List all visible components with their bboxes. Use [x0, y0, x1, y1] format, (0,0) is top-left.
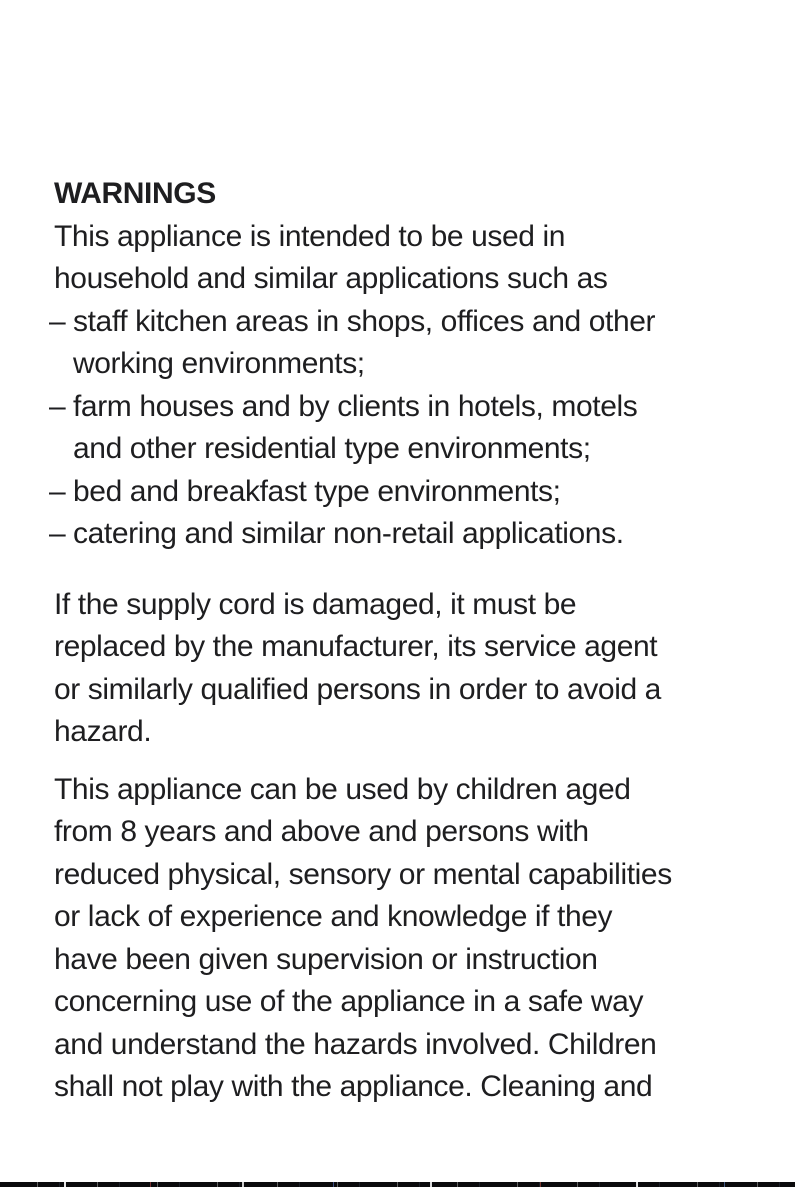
list-item	[49, 513, 740, 556]
paragraph-line: reduced physical, sensory or mental capabilities	[54, 857, 672, 891]
paragraph-line: If the supply cord is damaged, it must be	[54, 587, 577, 621]
paragraph-line: have been given supervision or instruction	[54, 942, 598, 976]
scan-edge-artifact	[0, 1182, 795, 1187]
list-item	[49, 386, 740, 471]
list-item	[49, 301, 740, 386]
paragraph-line: shall not play with the appliance. Cleaning and	[54, 1070, 653, 1103]
list-item-line: working environments;	[73, 347, 365, 380]
applications-list	[49, 301, 740, 556]
paragraph-line: This appliance can be used by children aged	[54, 772, 631, 806]
manual-page-text	[49, 173, 740, 1109]
paragraph-line: concerning use of the appliance in a safe way	[54, 985, 644, 1018]
list-item	[49, 471, 740, 514]
list-item-line: and other residential type environments;	[73, 432, 591, 465]
list-dash: –	[49, 474, 66, 508]
intro-line: This appliance is intended to be used in	[54, 219, 566, 253]
intro-paragraph	[54, 216, 740, 301]
children-use-paragraph	[54, 769, 740, 1109]
list-dash: –	[49, 389, 66, 423]
paragraph-line: or similarly qualified persons in order to avoid a	[54, 672, 661, 706]
list-item-line: bed and breakfast type environments;	[73, 474, 561, 508]
intro-line: household and similar applications such as	[54, 262, 608, 295]
warnings-heading: WARNINGS	[54, 177, 216, 210]
list-item-line: catering and similar non-retail applications.	[73, 517, 624, 550]
paragraph-line: and understand the hazards involved. Children	[54, 1027, 657, 1061]
paragraph-line: replaced by the manufacturer, its service agent	[54, 630, 658, 663]
supply-cord-paragraph	[54, 584, 740, 754]
list-item-line: staff kitchen areas in shops, offices and other	[73, 304, 656, 338]
paragraph-line: from 8 years and above and persons with	[54, 815, 589, 848]
list-dash: –	[49, 517, 66, 550]
paragraph-line: or lack of experience and knowledge if they	[54, 900, 613, 933]
list-item-line: farm houses and by clients in hotels, motels	[73, 389, 638, 423]
paragraph-line: hazard.	[54, 715, 152, 748]
list-dash: –	[49, 304, 66, 338]
